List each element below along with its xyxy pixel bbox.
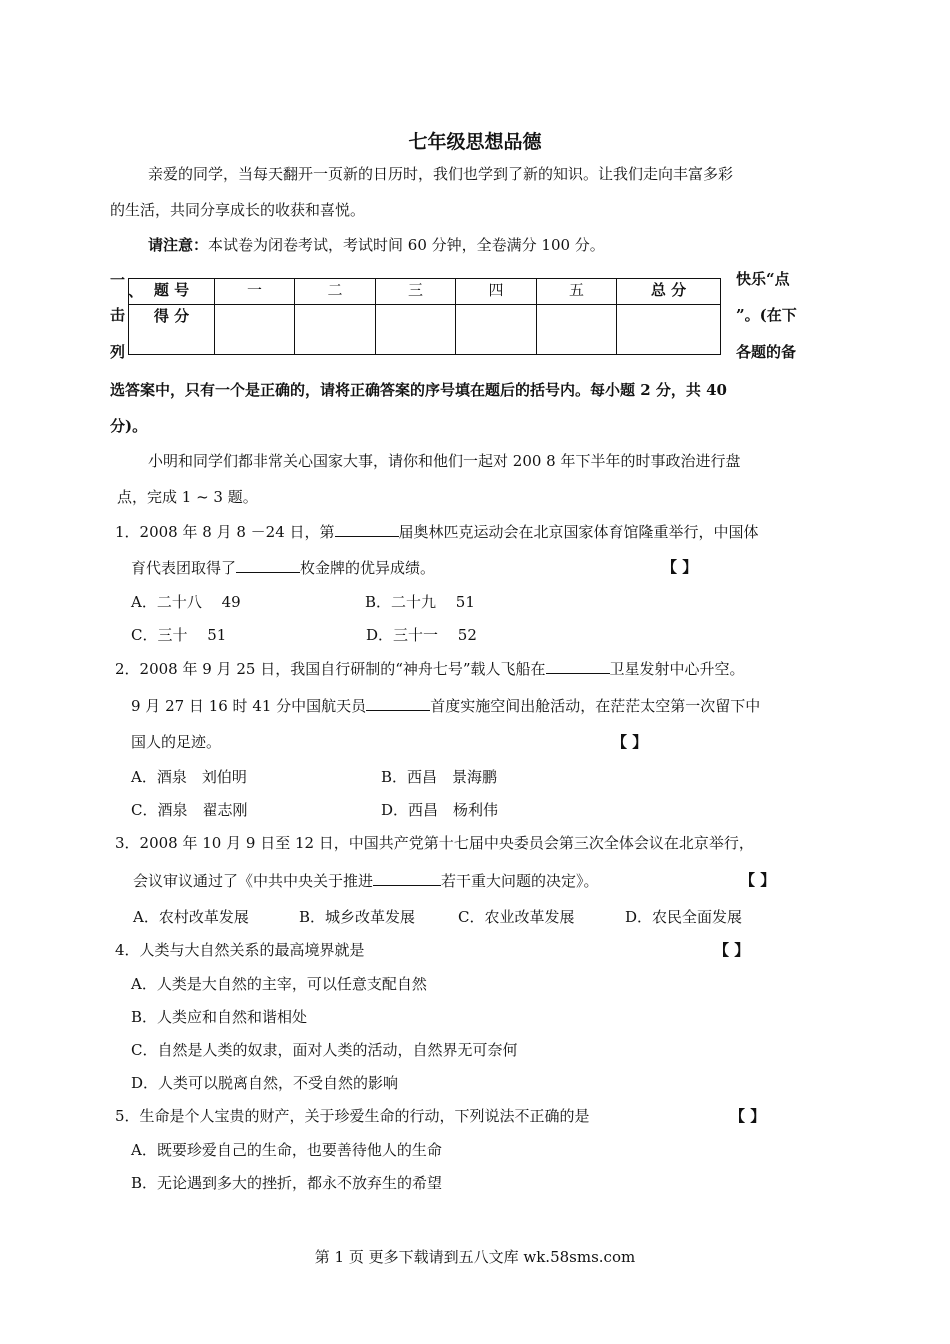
intro-line-1: 亲爱的同学，当每天翻开一页新的日历时，我们也学到了新的知识。让我们走向丰富多彩 [148, 165, 734, 183]
q5-stem: 5．生命是个人宝贵的财产，关于珍爱生命的行动，下列说法不正确的是 [115, 1107, 590, 1125]
q2-stem-line-1: 2．2008 年 9 月 25 日，我国自行研制的“神舟七号”载人飞船在 卫星发射中心升空。 [115, 660, 745, 678]
section1-tick: 、 [128, 282, 144, 300]
answer-blank[interactable] [546, 658, 610, 674]
answer-bracket[interactable]: 【 】 [740, 871, 776, 889]
score-cell-input[interactable] [537, 305, 617, 355]
notice-text: 本试卷为闭卷考试，考试时间 60 分钟，全卷满分 100 分。 [208, 236, 605, 254]
page-footer: 第 1 页 更多下载请到五八文库 wk.58sms.com [314, 1248, 636, 1266]
q1-option-a: A．二十八 49 [131, 593, 241, 611]
score-table [128, 278, 721, 355]
score-table-header-row [129, 279, 721, 305]
section1-line-5: 分)。 [110, 417, 148, 435]
answer-blank[interactable] [335, 521, 399, 537]
section1-frag-2: 击 [110, 306, 126, 324]
score-cell-header: 三 [376, 279, 456, 305]
q1-option-c: C．三十 51 [131, 626, 227, 644]
q3-option-c: C．农业改革发展 [458, 908, 575, 926]
score-cell-input[interactable] [456, 305, 537, 355]
notice [148, 235, 605, 255]
answer-bracket[interactable]: 【 】 [714, 941, 750, 959]
q2-option-c: C．酒泉 翟志刚 [131, 801, 248, 819]
intro-line-2: 的生活，共同分享成长的收获和喜悦。 [110, 201, 366, 219]
q4-option-d: D．人类可以脱离自然，不受自然的影响 [131, 1074, 399, 1092]
q2-option-b: B．西昌 景海鹏 [381, 768, 498, 786]
score-cell-label: 得 分 [129, 305, 215, 355]
page-title: 七年级思想品德 [408, 131, 542, 153]
score-table-score-row [129, 305, 721, 355]
answer-bracket[interactable]: 【 】 [612, 733, 648, 751]
score-cell-input[interactable] [617, 305, 721, 355]
answer-bracket[interactable]: 【 】 [662, 558, 698, 576]
group-intro-line-2: 点，完成 1 ~ 3 题。 [117, 488, 258, 506]
q1-stem-line-2: 育代表团取得了 枚金牌的优异成绩。 [131, 559, 436, 577]
answer-blank[interactable] [373, 870, 441, 886]
q1-option-d: D．三十一 52 [366, 626, 477, 644]
section1-frag-right-2: ”。(在下 [736, 306, 797, 324]
q4-stem: 4．人类与大自然关系的最高境界就是 [115, 941, 365, 959]
score-cell-header: 总 分 [617, 279, 721, 305]
score-cell-header: 四 [456, 279, 537, 305]
section1-frag-right-3: 各题的备 [736, 343, 797, 361]
section1-frag-right-1: 快乐“点 [736, 270, 790, 288]
score-cell-input[interactable] [295, 305, 376, 355]
section1-frag-1: 一 [110, 271, 126, 289]
q1-option-b: B．二十九 51 [365, 593, 475, 611]
notice-label: 请注意： [148, 236, 209, 254]
q2-option-a: A．酒泉 刘伯明 [131, 768, 247, 786]
q2-stem-line-2: 9 月 27 日 16 时 41 分中国航天员 首度实施空间出舱活动，在茫茫太空第一次留下中 [131, 697, 761, 715]
answer-blank[interactable] [366, 695, 430, 711]
q3-option-d: D．农民全面发展 [625, 908, 743, 926]
q3-stem-line-2: 会议审议通过了《中共中央关于推进 若干重大问题的决定》。 [133, 872, 599, 890]
score-cell-label: 题 号 [129, 279, 215, 305]
group-intro-line-1: 小明和同学们都非常关心国家大事，请你和他们一起对 200 8 年下半年的时事政治进行盘 [148, 452, 741, 470]
q4-option-a: A．人类是大自然的主宰，可以任意支配自然 [131, 975, 427, 993]
section1-frag-3: 列 [110, 343, 126, 361]
q3-option-a: A．农村改革发展 [133, 908, 249, 926]
q4-option-b: B．人类应和自然和谐相处 [131, 1008, 308, 1026]
q2-stem-line-3: 国人的足迹。 [131, 733, 222, 751]
q3-stem-line-1: 3．2008 年 10 月 9 日至 12 日，中国共产党第十七届中央委员会第三次全体会议在北京举行， [115, 834, 754, 852]
q1-stem-line-1: 1．2008 年 8 月 8 －24 日，第 届奥林匹克运动会在北京国家体育馆隆重举行，中国体 [115, 523, 759, 541]
score-cell-header: 一 [215, 279, 295, 305]
q5-option-a: A．既要珍爱自己的生命，也要善待他人的生命 [131, 1141, 442, 1159]
answer-blank[interactable] [236, 557, 300, 573]
score-cell-input[interactable] [215, 305, 295, 355]
score-cell-header: 五 [537, 279, 617, 305]
q3-option-b: B．城乡改革发展 [299, 908, 416, 926]
q4-option-c: C．自然是人类的奴隶，面对人类的活动，自然界无可奈何 [131, 1041, 518, 1059]
q5-option-b: B．无论遇到多大的挫折，都永不放弃生的希望 [131, 1174, 443, 1192]
section1-line-4: 选答案中，只有一个是正确的，请将正确答案的序号填在题后的括号内。每小题 2 分，共 40 [110, 381, 727, 399]
q2-option-d: D．西昌 杨利伟 [381, 801, 499, 819]
score-cell-header: 二 [295, 279, 376, 305]
answer-bracket[interactable]: 【 】 [730, 1107, 766, 1125]
score-cell-input[interactable] [376, 305, 456, 355]
